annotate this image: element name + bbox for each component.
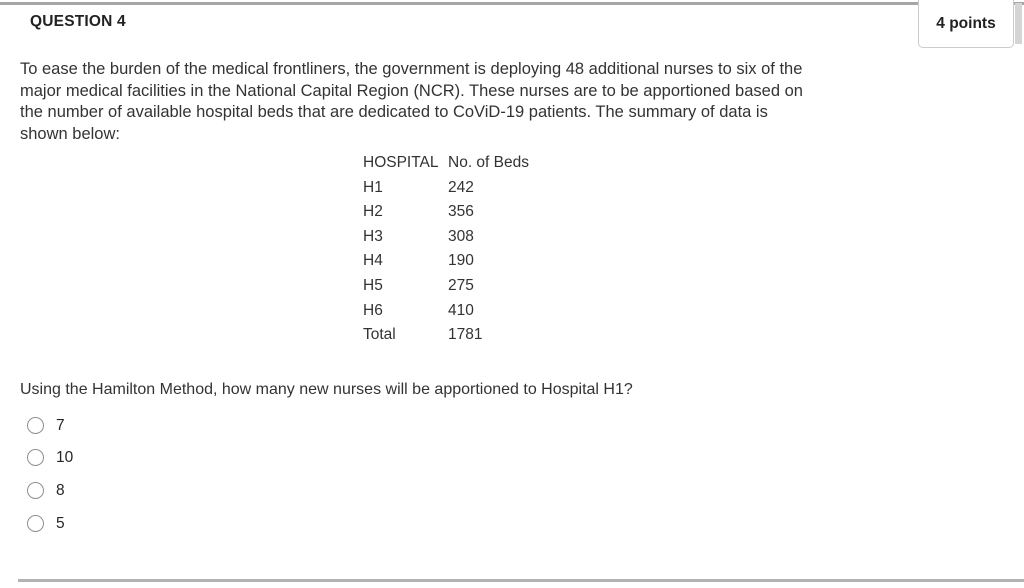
table-total-row (363, 323, 529, 348)
body-line: shown below: (20, 124, 120, 143)
table-header-row (363, 151, 529, 176)
radio-button-icon[interactable] (27, 482, 44, 499)
beds-cell: 190 (448, 252, 474, 270)
body-line: major medical facilities in the National Capital Region (NCR). These nurses are to be apportioned based on (20, 81, 803, 100)
table-row (363, 225, 529, 250)
hospital-cell: H6 (363, 301, 383, 319)
beds-cell: 308 (448, 227, 474, 245)
answer-option-3[interactable] (27, 474, 73, 507)
answer-option-2[interactable] (27, 442, 73, 475)
answer-options (27, 409, 73, 539)
hospital-cell: H3 (363, 227, 383, 245)
beds-table (363, 151, 529, 348)
hospital-cell: H1 (363, 178, 383, 196)
radio-button-icon[interactable] (27, 515, 44, 532)
radio-button-icon[interactable] (27, 449, 44, 466)
points-label: 4 points (936, 14, 996, 32)
beds-cell: 275 (448, 276, 474, 294)
panel-bottom-border (18, 579, 1024, 582)
question-title: QUESTION 4 (30, 13, 126, 30)
beds-cell: 410 (448, 301, 474, 319)
total-value-cell: 1781 (448, 326, 483, 344)
hospital-cell: H5 (363, 276, 383, 294)
answer-option-4[interactable] (27, 507, 73, 540)
table-header-beds: No. of Beds (448, 154, 529, 171)
total-label-cell: Total (363, 326, 396, 344)
table-row (363, 200, 529, 225)
answer-option-1[interactable] (27, 409, 73, 442)
body-line: To ease the burden of the medical frontliners, the government is deploying 48 additional nurses to six of the (20, 60, 803, 78)
hospital-cell: H2 (363, 203, 383, 221)
beds-cell: 242 (448, 178, 474, 196)
points-badge (918, 0, 1014, 48)
radio-button-icon[interactable] (27, 417, 44, 434)
question-prompt: Using the Hamilton Method, how many new nurses will be apportioned to Hospital H1? (20, 381, 633, 398)
option-label[interactable]: 10 (56, 449, 74, 467)
option-label[interactable]: 7 (56, 416, 65, 434)
scrollbar-thumb[interactable] (1015, 3, 1022, 44)
table-row (363, 176, 529, 201)
panel-top-border (0, 2, 1024, 5)
table-row (363, 249, 529, 274)
table-row (363, 274, 529, 299)
body-line: the number of available hospital beds that are dedicated to CoViD-19 patients. The summary of data is (20, 103, 768, 121)
question-body (20, 59, 940, 145)
table-header-hospital: HOSPITAL (363, 154, 439, 171)
option-label[interactable]: 8 (56, 481, 65, 499)
hospital-cell: H4 (363, 252, 383, 270)
option-label[interactable]: 5 (56, 514, 65, 532)
beds-cell: 356 (448, 203, 474, 221)
table-row (363, 299, 529, 324)
